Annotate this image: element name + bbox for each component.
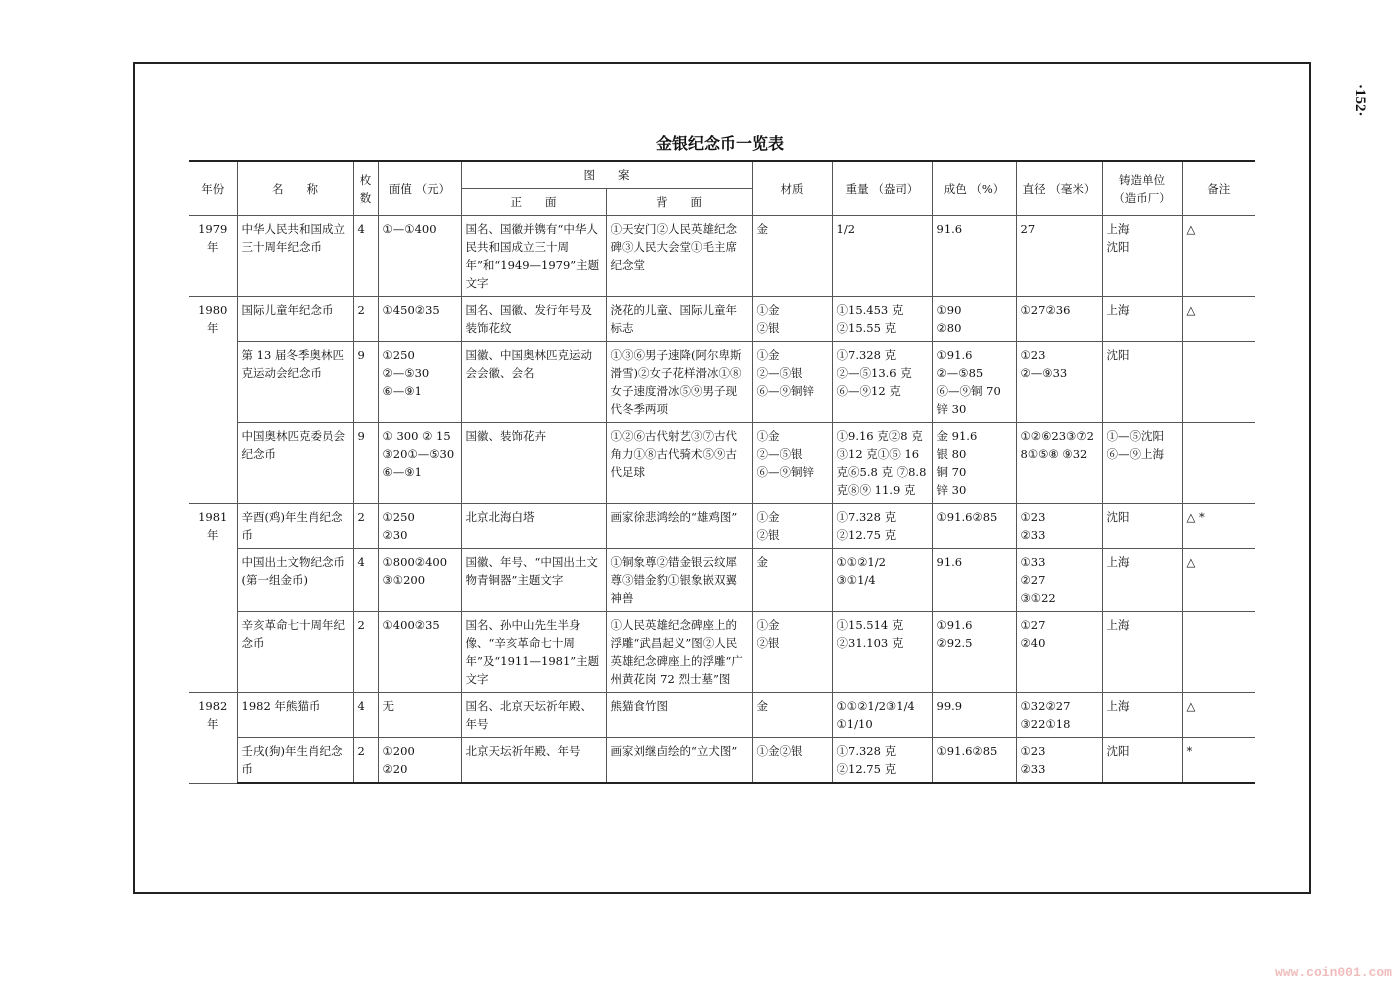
coin-count: 2 — [353, 504, 378, 549]
coin-obverse: 国名、孙中山先生半身像、“辛亥革命七十周年”及“1911—1981”主题文字 — [461, 612, 606, 693]
table-row — [189, 738, 1255, 784]
coin-diameter: 27 — [1016, 216, 1102, 297]
coin-name: 国际儿童年纪念币 — [237, 297, 353, 342]
coin-mint: 沈阳 — [1102, 342, 1182, 423]
coin-mint: 上海 — [1102, 549, 1182, 612]
header-material: 材质 — [752, 161, 832, 216]
coin-obverse: 国名、国徽并镌有“中华人民共和国成立三十周年”和“1949—1979”主题文字 — [461, 216, 606, 297]
coin-face-value: ①250 ②30 — [378, 504, 461, 549]
coin-count: 9 — [353, 342, 378, 423]
header-mint: 铸造单位 （造币厂） — [1102, 161, 1182, 216]
coin-fineness: ①91.6 ②92.5 — [932, 612, 1016, 693]
coin-table — [189, 160, 1255, 784]
year-cell: 1981 年 — [189, 504, 237, 693]
coin-name: 中华人民共和国成立三十周年纪念币 — [237, 216, 353, 297]
coin-diameter: ①23 ②—⑨33 — [1016, 342, 1102, 423]
header-reverse: 背 面 — [606, 189, 752, 216]
header-weight: 重量 （盎司） — [832, 161, 932, 216]
coin-count: 4 — [353, 549, 378, 612]
header-design: 图 案 — [461, 161, 752, 189]
table-row — [189, 549, 1255, 612]
coin-obverse: 国徽、装饰花卉 — [461, 423, 606, 504]
coin-count: 4 — [353, 693, 378, 738]
coin-count: 2 — [353, 738, 378, 784]
header-count: 枚数 — [353, 161, 378, 216]
table-row — [189, 504, 1255, 549]
coin-name: 中国奥林匹克委员会纪念币 — [237, 423, 353, 504]
coin-name: 中国出土文物纪念币(第一组金币) — [237, 549, 353, 612]
coin-face-value: ①—①400 — [378, 216, 461, 297]
coin-name: 1982 年熊猫币 — [237, 693, 353, 738]
coin-diameter: ①23 ②33 — [1016, 738, 1102, 784]
header-row-1 — [189, 161, 1255, 189]
coin-material: 金 — [752, 549, 832, 612]
coin-weight: ①7.328 克 ②12.75 克 — [832, 738, 932, 784]
coin-diameter: ①27 ②40 — [1016, 612, 1102, 693]
coin-reverse: 熊猫食竹图 — [606, 693, 752, 738]
coin-reverse: ①②⑥古代射艺③⑦古代角力①⑧古代骑术⑤⑨古代足球 — [606, 423, 752, 504]
coin-weight: ①15.453 克 ②15.55 克 — [832, 297, 932, 342]
coin-weight: ①7.328 克 ②—⑤13.6 克 ⑥—⑨12 克 — [832, 342, 932, 423]
coin-mint: ①—⑤沈阳 ⑥—⑨上海 — [1102, 423, 1182, 504]
coin-reverse: ①铜象尊②错金银云纹犀尊③错金豹①银象嵌双翼神兽 — [606, 549, 752, 612]
coin-mint: 上海 — [1102, 297, 1182, 342]
coin-obverse: 国名、北京天坛祈年殿、年号 — [461, 693, 606, 738]
table-row — [189, 612, 1255, 693]
coin-mint: 沈阳 — [1102, 738, 1182, 784]
table-title: 金银纪念币一览表 — [655, 134, 784, 153]
coin-material: ①金 ②—⑤银 ⑥—⑨铜锌 — [752, 342, 832, 423]
coin-material: 金 — [752, 216, 832, 297]
coin-diameter: ①32②27 ③22①18 — [1016, 693, 1102, 738]
coin-fineness: ①91.6 ②—⑤85 ⑥—⑨铜 70 锌 30 — [932, 342, 1016, 423]
coin-material: ①金 ②银 — [752, 297, 832, 342]
coin-diameter: ①23 ②33 — [1016, 504, 1102, 549]
header-year: 年份 — [189, 161, 237, 216]
coin-reverse: 浇花的儿童、国际儿童年标志 — [606, 297, 752, 342]
header-obverse: 正 面 — [461, 189, 606, 216]
header-fineness: 成色 （%） — [932, 161, 1016, 216]
coin-obverse: 国名、国徽、发行年号及装饰花纹 — [461, 297, 606, 342]
coin-obverse: 国徽、中国奥林匹克运动会会徽、会名 — [461, 342, 606, 423]
header-diameter: 直径 （毫米） — [1016, 161, 1102, 216]
coin-weight: ①7.328 克 ②12.75 克 — [832, 504, 932, 549]
coin-diameter: ①27②36 — [1016, 297, 1102, 342]
table-row — [189, 297, 1255, 342]
coin-face-value: ①450②35 — [378, 297, 461, 342]
coin-note: △ — [1182, 216, 1255, 297]
coin-reverse: ①③⑥男子速降(阿尔卑斯滑雪)②女子花样滑冰①⑧女子速度滑冰⑤⑨男子现代冬季两项 — [606, 342, 752, 423]
coin-note: * — [1182, 738, 1255, 784]
coin-weight: 1/2 — [832, 216, 932, 297]
coin-note: △ — [1182, 549, 1255, 612]
coin-fineness: 91.6 — [932, 549, 1016, 612]
coin-mint: 上海 沈阳 — [1102, 216, 1182, 297]
year-cell: 1979 年 — [189, 216, 237, 297]
coin-material: ①金 ②银 — [752, 504, 832, 549]
coin-material: ①金 ②银 — [752, 612, 832, 693]
coin-reverse: 画家刘继卣绘的“立犬图” — [606, 738, 752, 784]
coin-count: 9 — [353, 423, 378, 504]
coin-obverse: 国徽、年号、“中国出土文物青铜器”主题文字 — [461, 549, 606, 612]
coin-fineness: ①91.6②85 — [932, 504, 1016, 549]
coin-name: 辛亥革命七十周年纪念币 — [237, 612, 353, 693]
coin-fineness: ①91.6②85 — [932, 738, 1016, 784]
coin-fineness: ①90 ②80 — [932, 297, 1016, 342]
coin-face-value: ① 300 ② 15 ③20①—⑤30 ⑥—⑨1 — [378, 423, 461, 504]
coin-mint: 上海 — [1102, 612, 1182, 693]
table-row — [189, 342, 1255, 423]
coin-mint: 沈阳 — [1102, 504, 1182, 549]
coin-note — [1182, 612, 1255, 693]
coin-reverse: 画家徐悲鸿绘的“雄鸡图” — [606, 504, 752, 549]
coin-material: ①金②银 — [752, 738, 832, 784]
coin-fineness: 金 91.6 银 80 铜 70 锌 30 — [932, 423, 1016, 504]
coin-face-value: 无 — [378, 693, 461, 738]
table-row — [189, 216, 1255, 297]
coin-reverse: ①人民英雄纪念碑座上的浮雕“武昌起义”图②人民英雄纪念碑座上的浮雕“广州黄花岗 72 烈士墓”图 — [606, 612, 752, 693]
coin-name: 第 13 届冬季奥林匹克运动会纪念币 — [237, 342, 353, 423]
header-face-value: 面值 （元） — [378, 161, 461, 216]
coin-diameter: ①②⑥23③⑦28①⑤⑧ ⑨32 — [1016, 423, 1102, 504]
coin-face-value: ①800②400 ③①200 — [378, 549, 461, 612]
coin-weight: ①①②1/2 ③①1/4 — [832, 549, 932, 612]
coin-weight: ①①②1/2③1/4 ①1/10 — [832, 693, 932, 738]
year-cell: 1982 年 — [189, 693, 237, 784]
coin-material: 金 — [752, 693, 832, 738]
coin-fineness: 91.6 — [932, 216, 1016, 297]
coin-material: ①金 ②—⑤银 ⑥—⑨铜锌 — [752, 423, 832, 504]
coin-obverse: 北京天坛祈年殿、年号 — [461, 738, 606, 784]
coin-weight: ①9.16 克②8 克③12 克①⑤ 16 克⑥5.8 克 ⑦8.8 克⑧⑨ 11.9 克 — [832, 423, 932, 504]
coin-face-value: ①200 ②20 — [378, 738, 461, 784]
header-name: 名 称 — [237, 161, 353, 216]
coin-count: 2 — [353, 297, 378, 342]
coin-note: △ * — [1182, 504, 1255, 549]
coin-note — [1182, 423, 1255, 504]
table-row — [189, 693, 1255, 738]
year-cell: 1980 年 — [189, 297, 237, 504]
table-row — [189, 423, 1255, 504]
coin-count: 2 — [353, 612, 378, 693]
coin-reverse: ①天安门②人民英雄纪念碑③人民大会堂①毛主席纪念堂 — [606, 216, 752, 297]
coin-face-value: ①400②35 — [378, 612, 461, 693]
page-number: ·152· — [1352, 83, 1368, 117]
coin-note: △ — [1182, 297, 1255, 342]
coin-note — [1182, 342, 1255, 423]
coin-obverse: 北京北海白塔 — [461, 504, 606, 549]
coin-mint: 上海 — [1102, 693, 1182, 738]
coin-fineness: 99.9 — [932, 693, 1016, 738]
watermark: www.coin001.com — [1274, 965, 1392, 980]
coin-diameter: ①33 ②27 ③①22 — [1016, 549, 1102, 612]
header-notes: 备注 — [1182, 161, 1255, 216]
coin-weight: ①15.514 克 ②31.103 克 — [832, 612, 932, 693]
coin-count: 4 — [353, 216, 378, 297]
coin-name: 壬戌(狗)年生肖纪念币 — [237, 738, 353, 784]
coin-name: 辛酉(鸡)年生肖纪念币 — [237, 504, 353, 549]
coin-note: △ — [1182, 693, 1255, 738]
coin-face-value: ①250 ②—⑤30 ⑥—⑨1 — [378, 342, 461, 423]
